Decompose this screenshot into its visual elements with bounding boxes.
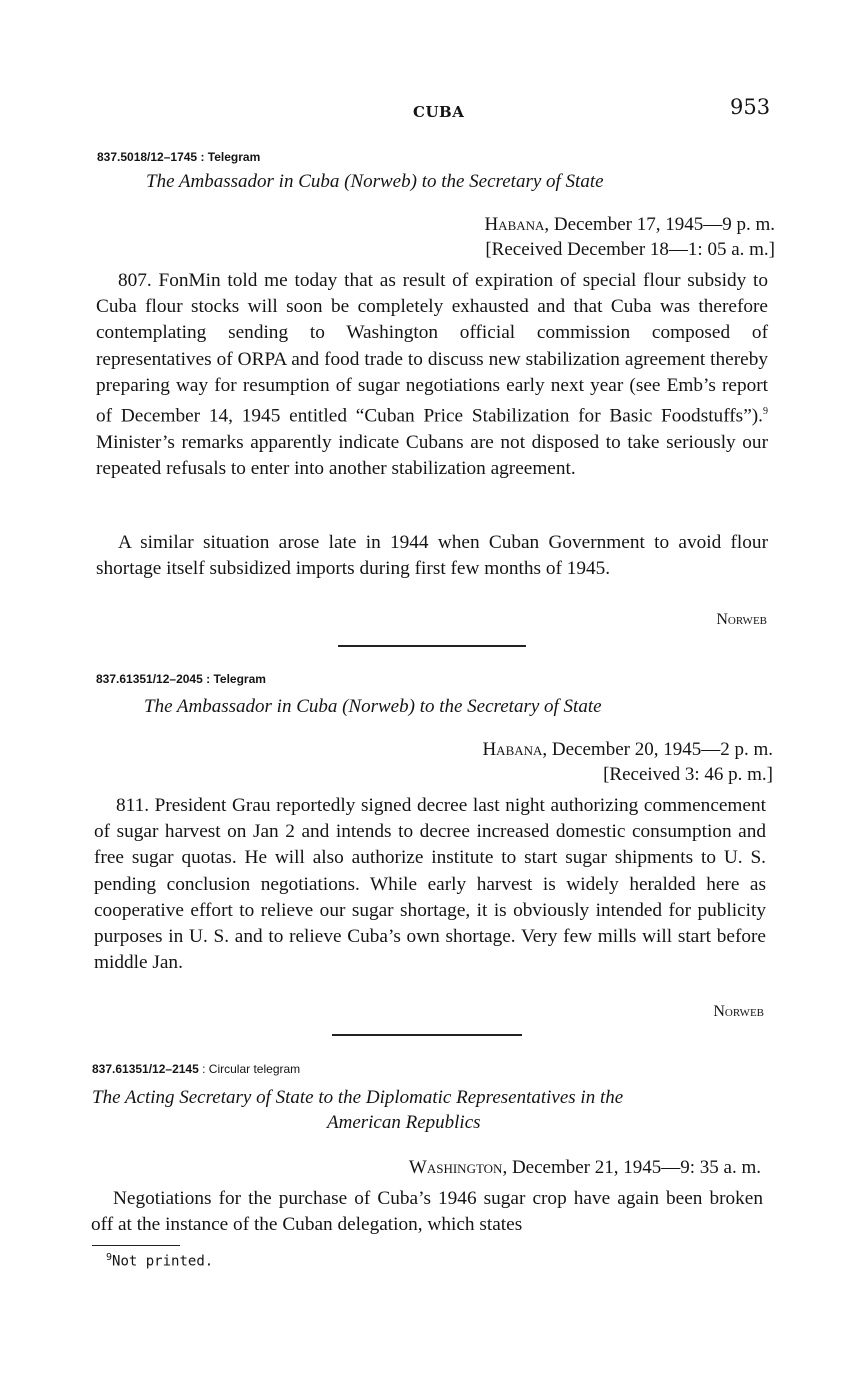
document-id: 837.5018/12–1745 : Telegram — [97, 150, 261, 164]
dateline: Washington, December 21, 1945—9: 35 a. m. — [408, 1157, 761, 1178]
dateline: Habana, December 17, 1945—9 p. m. — [484, 214, 775, 235]
telegram-paragraph: 807. FonMin told me today that as result of expiration of special flour subsidy to Cuba flour stocks will soon be completely exhausted and that Cuba was therefore contemplating sending to Washington official commission composed of representatives of ORPA and food trade to discuss new stabilization agreement thereby preparing way for resumption of sugar negotiations early next year (see Emb’s report of December 14, 1945 entitled “Cuban Price Stabilization for Basic Foodstuffs”).$^9$ Minister’s remarks apparently indicate Cubans are not disposed to take seriously our repeated refusals to enter into another stabilization agreement. — [96, 270, 768, 479]
section-divider — [338, 645, 526, 647]
received-line: [Received 3: 46 p. m.] — [603, 764, 773, 785]
page-number: 953 — [730, 95, 771, 119]
document-id: 837.61351/12–2045 : Telegram — [96, 672, 266, 686]
running-head: CUBA — [413, 103, 465, 121]
signature: Norweb — [713, 1003, 764, 1020]
telegram-paragraph: 811. President Grau reportedly signed decree last night authorizing commencement of sugar harvest on Jan 2 and intends to decree increased domestic consumption and free sugar quotas. He will also authorize institute to start sugar shipments to U. S. pending conclusion negotiations. While early harvest is widely heralded here as cooperative effort to relieve our sugar shortage, it is obviously intended for publicity purposes in U. S. and to relieve Cuba’s own shortage. Very few mills will start before middle Jan. — [94, 795, 766, 974]
footnote-mark: 9 — [106, 1252, 113, 1263]
document-title: The Acting Secretary of State to the Diplomatic Representatives in the — [92, 1087, 624, 1108]
document-title: The Ambassador in Cuba (Norweb) to the Secretary of State — [146, 171, 604, 192]
signature: Norweb — [716, 611, 767, 628]
document-title: The Ambassador in Cuba (Norweb) to the Secretary of State — [144, 696, 602, 717]
dateline: Habana, December 20, 1945—2 p. m. — [482, 739, 773, 760]
footnote: $^9$Not printed. — [106, 1252, 214, 1270]
telegram-paragraph: Negotiations for the purchase of Cuba’s 1946 sugar crop have again been broken off at the instance of the Cuban delegation, which states — [91, 1188, 763, 1236]
section-divider — [332, 1034, 522, 1036]
document-id: 837.61351/12–2145 : Circular telegram — [92, 1062, 301, 1076]
telegram-paragraph: A similar situation arose late in 1944 when Cuban Government to avoid flour shortage itself subsidized imports during first few months of 1945. — [96, 532, 768, 580]
footnote-reference: 9 — [763, 406, 768, 418]
footnote-rule — [92, 1245, 180, 1246]
document-title-continued: American Republics — [327, 1112, 481, 1133]
received-line: [Received December 18—1: 05 a. m.] — [485, 239, 775, 260]
